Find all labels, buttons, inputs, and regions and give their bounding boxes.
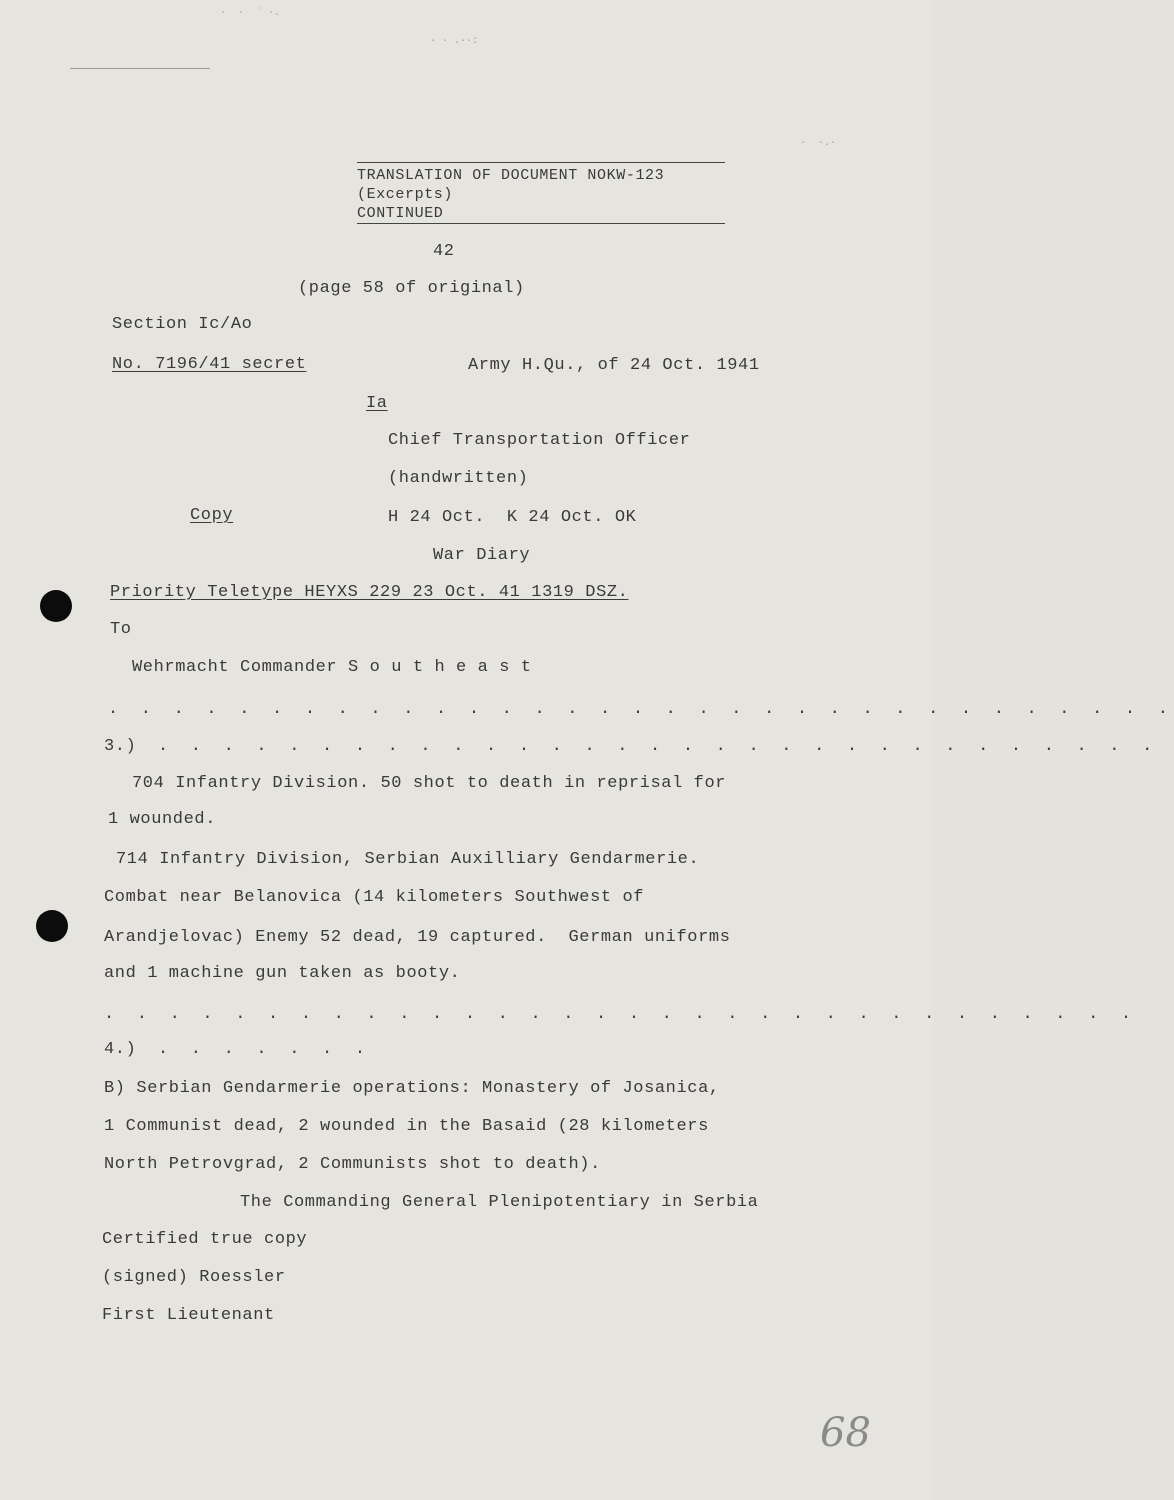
punch-hole-bottom [36,910,68,942]
paper-specks: · ·.· [800,138,837,149]
routing-handwritten: (handwritten) [388,469,529,488]
header-continued: CONTINUED [357,205,444,222]
omission-dots: . . . . . . . . . . . . . . . . . . . . . . . . . . . . . . . [158,737,1159,756]
routing-officer: Chief Transportation Officer [388,431,691,450]
item3-para2-line3: Arandjelovac) Enemy 52 dead, 19 captured. German uniforms [104,928,731,947]
copy-label: Copy [190,506,234,525]
item4-line2: 1 Communist dead, 2 wounded in the Basaid (28 kilometers [104,1117,709,1136]
paper-specks: · · ˙ ·. [220,8,281,19]
omission-dots: . . . . . . . . . . . . . . . . . . . . . . . . . . . . . . . . . [108,700,1174,719]
smudge-line [70,68,210,69]
item3-para1-line1: 704 Infantry Division. 50 shot to death in reprisal for [132,774,727,793]
war-diary: War Diary [433,546,531,565]
punch-hole-top [40,590,72,622]
header-bottom-rule [357,223,725,224]
item4-line3: North Petrovgrad, 2 Communists shot to death). [104,1155,601,1174]
item3-para2-line1: 714 Infantry Division, Serbian Auxilliary Gendarmerie. [116,850,700,869]
section-label: Section Ic/Ao [112,315,253,334]
routing-ia: Ia [366,394,388,413]
page-of-original: (page 58 of original) [298,279,525,298]
date-line: Army H.Qu., of 24 Oct. 1941 [468,356,760,375]
item3-para2-line2: Combat near Belanovica (14 kilometers Southwest of [104,888,645,907]
addressee: Wehrmacht Commander S o u t h e a s t [132,658,532,677]
item3-para2-line4: and 1 machine gun taken as booty. [104,964,461,983]
to-label: To [110,620,132,639]
header-title: TRANSLATION OF DOCUMENT NOKW-123 [357,167,665,184]
item3-para1-line2: 1 wounded. [108,810,217,829]
reference-number: No. 7196/41 secret [112,355,307,374]
paper-specks: · ∙ .·∙: [430,36,479,47]
item3-label: 3.) [104,737,137,756]
header-excerpts: (Excerpts) [357,186,454,203]
page-number: 42 [433,242,455,261]
header-top-rule [357,162,725,163]
item4-line1: B) Serbian Gendarmerie operations: Monastery of Josanica, [104,1079,720,1098]
handwritten-folio-number: 68 [820,1410,871,1456]
sender-title: The Commanding General Plenipotentiary in Serbia [240,1193,759,1212]
received-stamp: H 24 Oct. K 24 Oct. OK [388,508,637,527]
omission-dots: . . . . . . . [158,1040,372,1059]
omission-dots: . . . . . . . . . . . . . . . . . . . . . . . . . . . . . . . . [104,1005,1138,1024]
signed-by: (signed) Roessler [102,1268,286,1287]
certified-copy: Certified true copy [102,1230,308,1249]
signer-rank: First Lieutenant [102,1306,275,1325]
item4-label: 4.) [104,1040,137,1059]
teletype-line: Priority Teletype HEYXS 229 23 Oct. 41 1319 DSZ. [110,583,629,602]
